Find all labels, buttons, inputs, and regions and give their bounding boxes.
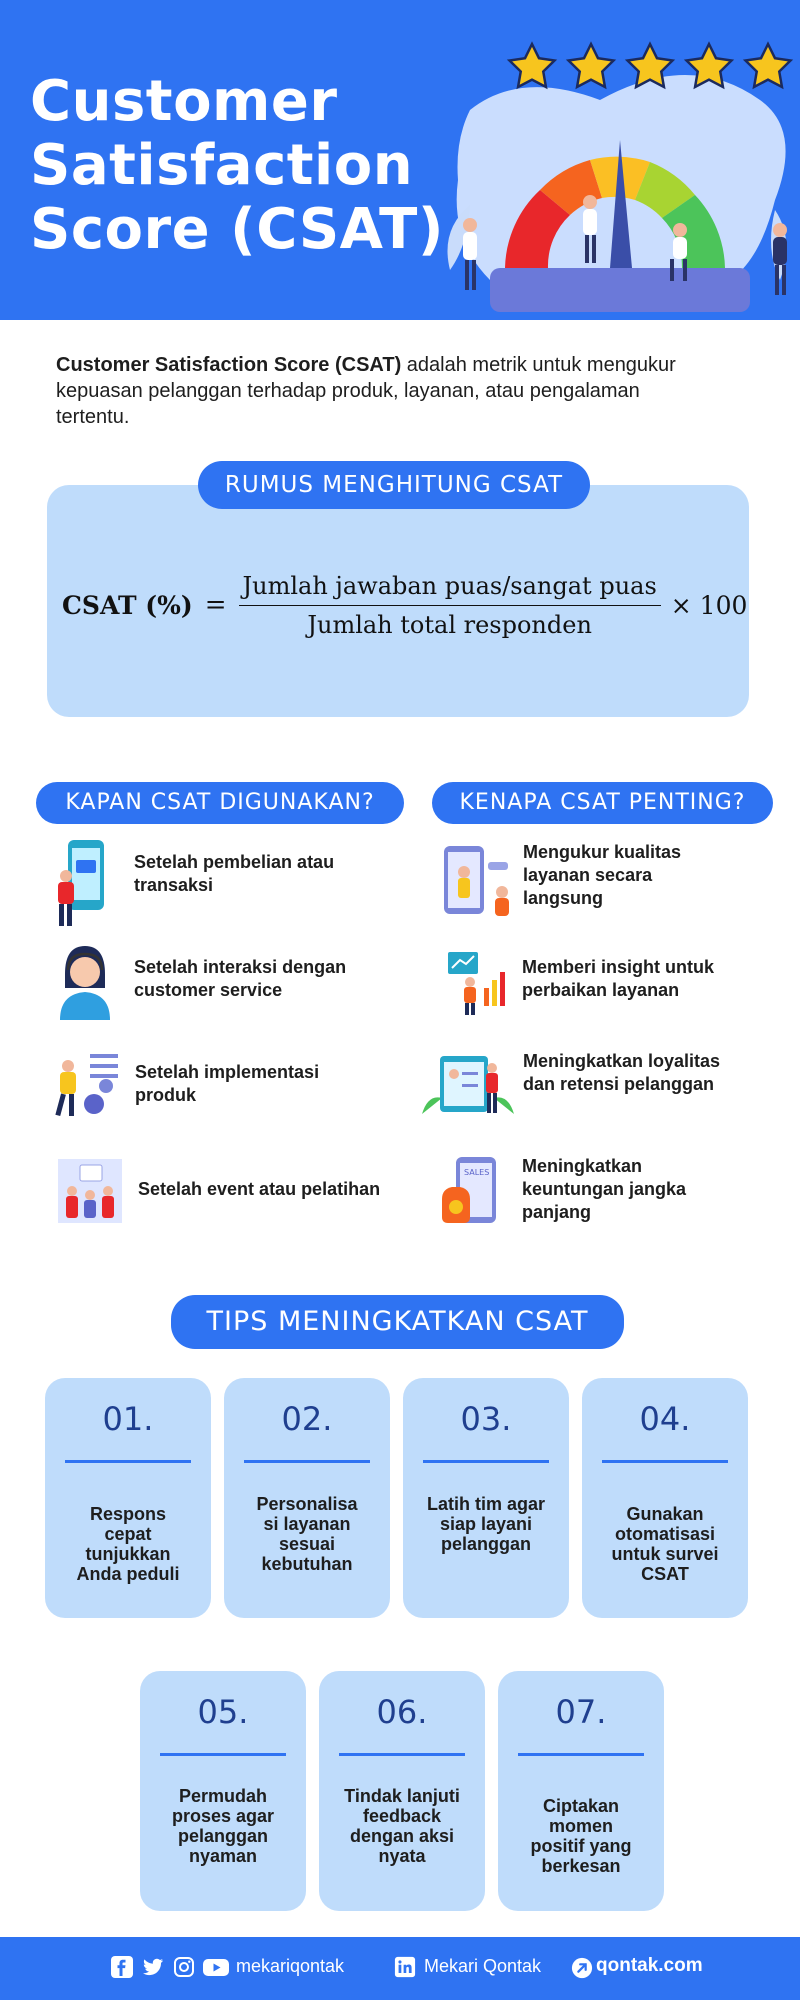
- formula-multiplier: × 100: [670, 590, 748, 620]
- tip-text-line: momen: [548, 1816, 613, 1836]
- tip-text-line: untuk survei: [611, 1544, 719, 1564]
- insight-chart-icon: [444, 948, 506, 1018]
- tip-text-line: Permudah: [178, 1786, 268, 1806]
- tip-card-6: [319, 1671, 485, 1911]
- why-heading: KENAPA CSAT PENTING?: [432, 782, 773, 824]
- tip-text: [150, 1786, 296, 1866]
- csat-formula: [62, 565, 748, 645]
- tip-text: [508, 1796, 654, 1876]
- title-line: Customer: [30, 69, 338, 134]
- formula-lhs: CSAT (%): [62, 590, 193, 620]
- tip-text: [592, 1504, 738, 1584]
- tip-card-3: [403, 1378, 569, 1618]
- website-arrow-icon[interactable]: [571, 1957, 593, 1979]
- tip-divider: [65, 1460, 191, 1463]
- svg-text:SALES: SALES: [464, 1168, 490, 1177]
- tip-number: 07.: [555, 1693, 607, 1731]
- tip-text-line: Tindak lanjuti: [344, 1786, 460, 1806]
- tip-text-line: cepat: [104, 1524, 152, 1544]
- instagram-icon[interactable]: [172, 1955, 196, 1979]
- loyalty-retention-icon: [420, 1050, 516, 1118]
- tip-divider: [602, 1460, 728, 1463]
- why-item-3: Meningkatkan loyalitas dan retensi pelanggan: [523, 1051, 721, 1094]
- tip-text-line: Gunakan: [626, 1504, 704, 1524]
- sales-profit-icon: [436, 1153, 504, 1227]
- tip-text-line: pelanggan: [177, 1826, 268, 1846]
- formula-denominator: Jumlah total responden: [307, 610, 592, 639]
- website-link[interactable]: qontak.com: [596, 1955, 703, 1976]
- formula-heading: RUMUS MENGHITUNG CSAT: [198, 461, 590, 509]
- title-line: Score (CSAT): [30, 197, 444, 262]
- footer-bar: [0, 1937, 800, 2000]
- tip-divider: [518, 1753, 644, 1756]
- company-name[interactable]: Mekari Qontak: [424, 1956, 542, 1976]
- why-item-2: Memberi insight untuk perbaikan layanan: [522, 957, 715, 1000]
- tip-number: 02.: [281, 1400, 333, 1438]
- tip-card-7: [498, 1671, 664, 1911]
- tip-text-line: positif yang: [530, 1836, 632, 1856]
- tip-card-5: [140, 1671, 306, 1911]
- tip-number: 06.: [376, 1693, 428, 1731]
- tip-text-line: kebutuhan: [261, 1554, 353, 1574]
- when-item-3: Setelah implementasi produk: [135, 1062, 320, 1105]
- tip-text-line: proses agar: [171, 1806, 275, 1826]
- tip-divider: [244, 1460, 370, 1463]
- tip-text-line: dengan aksi: [349, 1826, 455, 1846]
- facebook-icon[interactable]: [110, 1955, 134, 1979]
- tip-number: 03.: [460, 1400, 512, 1438]
- tip-text-line: feedback: [362, 1806, 442, 1826]
- header-banner: [0, 0, 800, 320]
- tip-text-line: nyaman: [188, 1846, 258, 1866]
- intro-definition: adalah metrik untuk mengukur kepuasan pelanggan terhadap produk, layanan, atau pengalaman tertentu.: [56, 354, 676, 428]
- title-line: Satisfaction: [30, 133, 414, 198]
- tip-divider: [423, 1460, 549, 1463]
- when-item-4: Setelah event atau pelatihan: [138, 1179, 381, 1199]
- tip-text-line: nyata: [378, 1846, 426, 1866]
- tip-text-line: Respons: [89, 1504, 167, 1524]
- when-heading: KAPAN CSAT DIGUNAKAN?: [36, 782, 404, 824]
- tip-number: 04.: [639, 1400, 691, 1438]
- when-item-1: Setelah pembelian atau transaksi: [134, 852, 335, 895]
- event-training-icon: [54, 1155, 126, 1227]
- tip-text-line: pelanggan: [440, 1534, 531, 1554]
- rating-stars: [505, 40, 795, 100]
- formula-fraction: [239, 572, 661, 639]
- tip-text-line: Personalisa: [256, 1494, 358, 1514]
- tip-text-line: Ciptakan: [542, 1796, 620, 1816]
- when-item-2: Setelah interaksi dengan customer service: [134, 957, 347, 1000]
- intro-term: Customer Satisfaction Score (CSAT): [56, 354, 402, 376]
- formula-numerator: Jumlah jawaban puas/sangat puas: [239, 572, 661, 606]
- star-icon: [682, 40, 736, 94]
- tip-text: [55, 1504, 201, 1584]
- tip-card-2: [224, 1378, 390, 1618]
- service-quality-icon: [436, 842, 520, 918]
- tip-text-line: otomatisasi: [614, 1524, 716, 1544]
- star-icon: [623, 40, 677, 94]
- tip-text-line: Latih tim agar: [426, 1494, 546, 1514]
- customer-service-agent-icon: [52, 940, 118, 1020]
- tip-text: [234, 1494, 380, 1574]
- tip-text-line: sesuai: [278, 1534, 336, 1554]
- star-icon: [564, 40, 618, 94]
- page-title: [30, 70, 470, 262]
- tip-divider: [339, 1753, 465, 1756]
- product-implementation-icon: [50, 1050, 122, 1120]
- tips-heading: TIPS MENINGKATKAN CSAT: [171, 1295, 624, 1349]
- tip-text-line: si layanan: [263, 1514, 351, 1534]
- why-item-4: Meningkatkan keuntungan jangka panjang: [522, 1156, 687, 1222]
- tip-text-line: siap layani: [439, 1514, 533, 1534]
- star-icon: [741, 40, 795, 94]
- tip-number: 05.: [197, 1693, 249, 1731]
- youtube-icon[interactable]: [202, 1955, 230, 1979]
- tip-card-1: [45, 1378, 211, 1618]
- tip-card-4: [582, 1378, 748, 1618]
- tip-text: [329, 1786, 475, 1866]
- twitter-icon[interactable]: [140, 1955, 166, 1979]
- social-links: [110, 1955, 230, 1979]
- tip-text: [413, 1494, 559, 1554]
- why-item-1: Mengukur kualitas layanan secara langsung: [523, 842, 682, 908]
- tip-text-line: tunjukkan: [85, 1544, 171, 1564]
- tip-text-line: CSAT: [641, 1564, 689, 1584]
- linkedin-icon[interactable]: [394, 1956, 416, 1978]
- tip-text-line: Anda peduli: [76, 1564, 180, 1584]
- tip-text-line: berkesan: [541, 1856, 621, 1876]
- intro-paragraph: [56, 352, 716, 430]
- phone-payment-icon: [48, 836, 114, 930]
- star-icon: [505, 40, 559, 94]
- formula-equals: =: [204, 590, 227, 620]
- tip-number: 01.: [102, 1400, 154, 1438]
- tip-divider: [160, 1753, 286, 1756]
- social-handle[interactable]: mekariqontak: [236, 1956, 345, 1976]
